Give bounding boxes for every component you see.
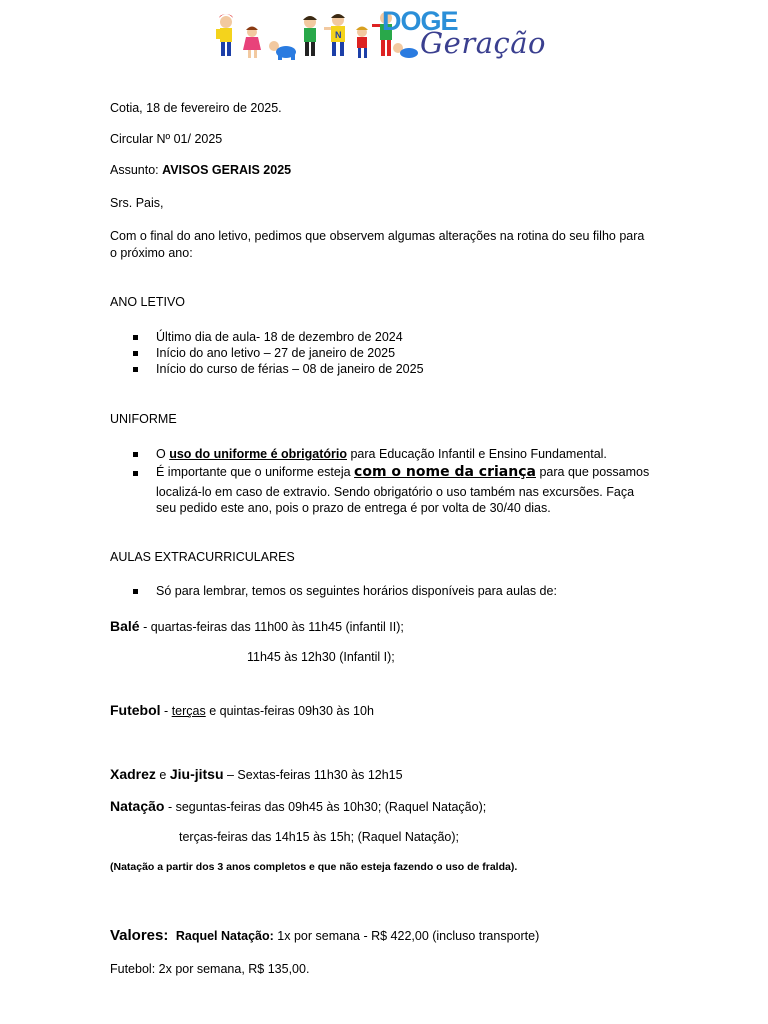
- uniforme-item-2-line-2: localizá-lo em caso de extravio. Sendo obrigatório o uso também nas excursões. Faça: [156, 485, 635, 499]
- letter-date: Cotia, 18 de fevereiro de 2025.: [110, 101, 282, 115]
- natacao-line-1: [110, 798, 486, 814]
- xadrez-and: e: [159, 768, 167, 782]
- ano-letivo-item-1: Último dia de aula- 18 de dezembro de 2024: [156, 330, 403, 344]
- natacao-schedule-1: - seguntas-feiras das 09h45 às 10h30; (Raquel Natação);: [167, 800, 487, 814]
- xadrez-schedule: – Sextas-feiras 11h30 às 12h15: [227, 768, 403, 782]
- futebol-day: terças: [171, 704, 206, 718]
- ano-letivo-item-2: Início do ano letivo – 27 de janeiro de 2025: [156, 346, 396, 360]
- subject-label: Assunto:: [110, 163, 159, 177]
- ano-letivo-heading: ANO LETIVO: [110, 295, 186, 309]
- bullet-icon: [133, 589, 138, 594]
- logo-word-doge: DOGE: [382, 6, 458, 36]
- circular-number: Circular Nº 01/ 2025: [110, 132, 223, 146]
- natacao-schedule-2: terças-feiras das 14h15 às 15h; (Raquel Natação);: [179, 830, 460, 844]
- valores-line: [110, 927, 539, 944]
- valores-label: Valores:: [110, 927, 169, 944]
- intro-line-2: o próximo ano:: [110, 246, 193, 260]
- subject-text: AVISOS GERAIS 2025: [162, 163, 292, 177]
- bullet-icon: [133, 335, 138, 340]
- bullet-icon: [133, 351, 138, 356]
- xadrez-jiujitsu-line: [110, 766, 403, 782]
- greeting: Srs. Pais,: [110, 196, 164, 210]
- valores-natacao-price: 1x por semana - R$ 422,00 (incluso transporte): [277, 929, 540, 943]
- bullet-icon: [133, 471, 138, 476]
- child-name-emphasis: com o nome da criança: [354, 464, 536, 480]
- bale-line-1: [110, 618, 404, 634]
- uniforme-item-2-post: para que possamos: [539, 465, 650, 479]
- valores-futebol-price: Futebol: 2x por semana, R$ 135,00.: [110, 962, 310, 976]
- bale-schedule-1: - quartas-feiras das 11h00 às 11h45 (infantil II);: [143, 620, 404, 634]
- svg-text:N: N: [335, 30, 342, 40]
- bale-schedule-2: 11h45 às 12h30 (Infantil I);: [247, 650, 395, 664]
- jiujitsu-label: Jiu-jitsu: [169, 766, 224, 782]
- uniforme-item-1-post: para Educação Infantil e Ensino Fundamental.: [350, 447, 607, 461]
- uniforme-mandatory-text: uso do uniforme é obrigatório: [169, 447, 347, 461]
- futebol-label: Futebol: [110, 702, 161, 718]
- uniforme-item-2-line-1: [156, 464, 649, 480]
- uniforme-item-2-line-3: seu pedido este ano, pois o prazo de entrega é por volta de 30/40 dias.: [156, 501, 551, 515]
- uniforme-item-2-pre: É importante que o uniforme esteja: [156, 465, 351, 479]
- uniforme-heading: UNIFORME: [110, 412, 177, 426]
- futebol-dash: -: [164, 704, 169, 718]
- extracurriculares-reminder: Só para lembrar, temos os seguintes horários disponíveis para aulas de:: [156, 584, 557, 598]
- futebol-line: [110, 702, 374, 718]
- valores-natacao-label: Raquel Natação:: [175, 929, 274, 943]
- natacao-note: (Natação a partir dos 3 anos completos e que não esteja fazendo o uso de fralda).: [110, 861, 518, 873]
- uniforme-item-1-pre: O: [156, 447, 166, 461]
- natacao-label: Natação: [110, 798, 165, 814]
- bullet-icon: [133, 367, 138, 372]
- extracurriculares-heading: AULAS EXTRACURRICULARES: [110, 550, 295, 564]
- xadrez-label: Xadrez: [110, 766, 156, 782]
- logo-word-geracao: Geração: [420, 26, 546, 60]
- intro-line-1: Com o final do ano letivo, pedimos que observem algumas alterações na rotina do seu filho para: [110, 229, 645, 243]
- bullet-icon: [133, 452, 138, 457]
- futebol-schedule: e quintas-feiras 09h30 às 10h: [209, 704, 374, 718]
- bale-label: Balé: [110, 618, 140, 634]
- subject-line: [110, 163, 291, 177]
- ano-letivo-item-3: Início do curso de férias – 08 de janeiro de 2025: [156, 362, 424, 376]
- uniforme-item-1: [156, 447, 607, 461]
